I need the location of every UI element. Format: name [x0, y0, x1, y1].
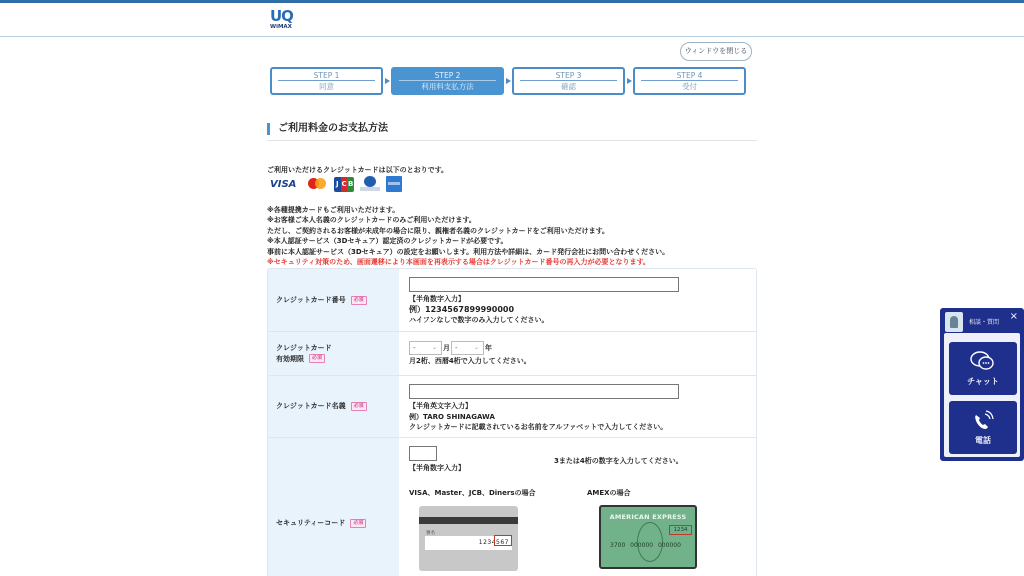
- card-back-illustration: 署名 1234567: [419, 506, 518, 571]
- card-number-label: クレジットカード番号 必須: [268, 269, 399, 331]
- chevron-down-icon: ⌄: [473, 344, 479, 351]
- security-warning: ※セキュリティ対策のため、画面遷移により本画面を再表示する場合はクレジットカード番号の再入力が必要となります。: [267, 258, 650, 267]
- input-type-hint: 【半角数字入力】: [409, 464, 465, 472]
- amex-card-illustration: AMERICAN EXPRESS 1234 3700 000000 000000: [599, 505, 697, 569]
- required-badge: 必須: [350, 519, 366, 528]
- diners-logo-icon: [360, 176, 380, 192]
- payment-notes: [267, 205, 669, 267]
- phone-icon: [949, 409, 1017, 431]
- card-number-example: 例）1234567899990000: [409, 304, 515, 314]
- cvv-highlight-box: 1234: [669, 525, 692, 535]
- step-3: [512, 67, 625, 95]
- note-line: ただし、ご契約されるお客様が未成年の場合に限り、親権者名義のクレジットカードをご利用いただけます。: [267, 226, 610, 235]
- expiry-month-select[interactable]: - ⌄: [409, 341, 442, 355]
- card-name-row: [268, 376, 756, 438]
- card-brand-logos: [270, 176, 402, 192]
- step-4: [633, 67, 746, 95]
- step-1: [270, 67, 383, 95]
- step-label: 利用料支払方法: [421, 82, 474, 91]
- amex-card-caption: AMEXの場合: [587, 489, 631, 497]
- step-label: 受付: [682, 82, 697, 91]
- close-window-button[interactable]: ウィンドウを閉じる: [680, 42, 752, 61]
- step-arrow-icon: [385, 78, 390, 84]
- card-number-input[interactable]: [409, 277, 679, 292]
- credit-card-form: [267, 268, 757, 576]
- card-name-example: 例）TARO SHINAGAWA: [409, 412, 495, 421]
- amex-logo-icon: [386, 176, 402, 192]
- chat-button[interactable]: チャット: [949, 342, 1017, 395]
- card-number-row: [268, 269, 756, 332]
- section-heading: [267, 123, 757, 141]
- security-code-input[interactable]: [409, 446, 437, 461]
- expiry-hint: 月2桁、西暦4桁で入力してください。: [409, 357, 531, 365]
- step-2-active: [391, 67, 504, 95]
- required-badge: 必須: [351, 402, 367, 411]
- step-label: 同意: [319, 82, 334, 91]
- jcb-logo-icon: J C B: [334, 177, 354, 192]
- step-label: 確認: [561, 82, 576, 91]
- security-code-hint: 3または4桁の数字を入力してください。: [554, 457, 683, 465]
- security-code-label: セキュリティーコード 必須: [268, 438, 399, 576]
- expiry-year-select[interactable]: - ⌄: [451, 341, 484, 355]
- logo-text: UQ: [270, 7, 293, 25]
- security-code-row: [268, 438, 756, 576]
- visa-card-caption: VISA、Master、JCB、Dinersの場合: [409, 489, 536, 497]
- step-number: STEP 1: [278, 69, 375, 81]
- operator-avatar-icon: [945, 312, 963, 332]
- uq-wimax-logo[interactable]: [270, 9, 300, 33]
- expiry-label: クレジットカード 有効期限 必須: [268, 332, 399, 375]
- step-arrow-icon: [506, 78, 511, 84]
- close-icon[interactable]: ×: [1009, 311, 1018, 322]
- step-number: STEP 4: [641, 69, 738, 81]
- site-header: [0, 3, 1024, 37]
- note-line: ※各種提携カードもご利用いただけます。: [267, 206, 400, 214]
- cvv-highlight-box: [494, 535, 512, 546]
- heading-accent-bar: [267, 123, 270, 135]
- note-line: 事前に本人認証サービス（3Dセキュア）の設定をお願いします。利用方法や詳細は、カード発行会社にお問い合わせください。: [267, 247, 670, 256]
- note-line: ※お客様ご本人名義のクレジットカードのみご利用いただけます。: [267, 216, 476, 225]
- visa-logo-icon: VISA: [270, 178, 297, 190]
- required-badge: 必須: [351, 296, 367, 305]
- phone-button[interactable]: 電話: [949, 401, 1017, 454]
- chevron-down-icon: ⌄: [431, 344, 437, 351]
- step-number: STEP 2: [399, 69, 496, 81]
- step-progress: [270, 67, 750, 95]
- card-name-hint: クレジットカードに記載されているお名前をアルファベットで入力してください。: [409, 423, 668, 431]
- step-number: STEP 3: [520, 69, 617, 81]
- card-name-label: クレジットカード名義 必須: [268, 376, 399, 437]
- card-name-input[interactable]: [409, 384, 679, 399]
- required-badge: 必須: [309, 354, 325, 363]
- expiry-row: クレジットカード 有効期限 必須 - ⌄ 月 - ⌄ 年 月2桁、西暦4桁で入力してください。: [268, 332, 756, 376]
- accepted-cards-intro: ご利用いただけるクレジットカードは以下のとおりです。: [267, 166, 449, 174]
- input-type-hint: 【半角数字入力】: [409, 295, 465, 303]
- support-widget-title: 相談・質問: [969, 319, 1000, 326]
- logo-subtext: WiMAX: [270, 24, 292, 30]
- input-type-hint: 【半角英文字入力】: [409, 402, 472, 410]
- chat-bubble-icon: [949, 350, 1017, 372]
- page-title: ご利用料金のお支払方法: [278, 123, 388, 134]
- card-number-hint: ハイフンなしで数字のみ入力してください。: [409, 316, 549, 324]
- support-widget: [940, 308, 1024, 461]
- note-line: ※本人認証サービス（3Dセキュア）認定済のクレジットカードが必要です。: [267, 237, 508, 246]
- mastercard-logo-icon: [306, 177, 328, 191]
- step-arrow-icon: [627, 78, 632, 84]
